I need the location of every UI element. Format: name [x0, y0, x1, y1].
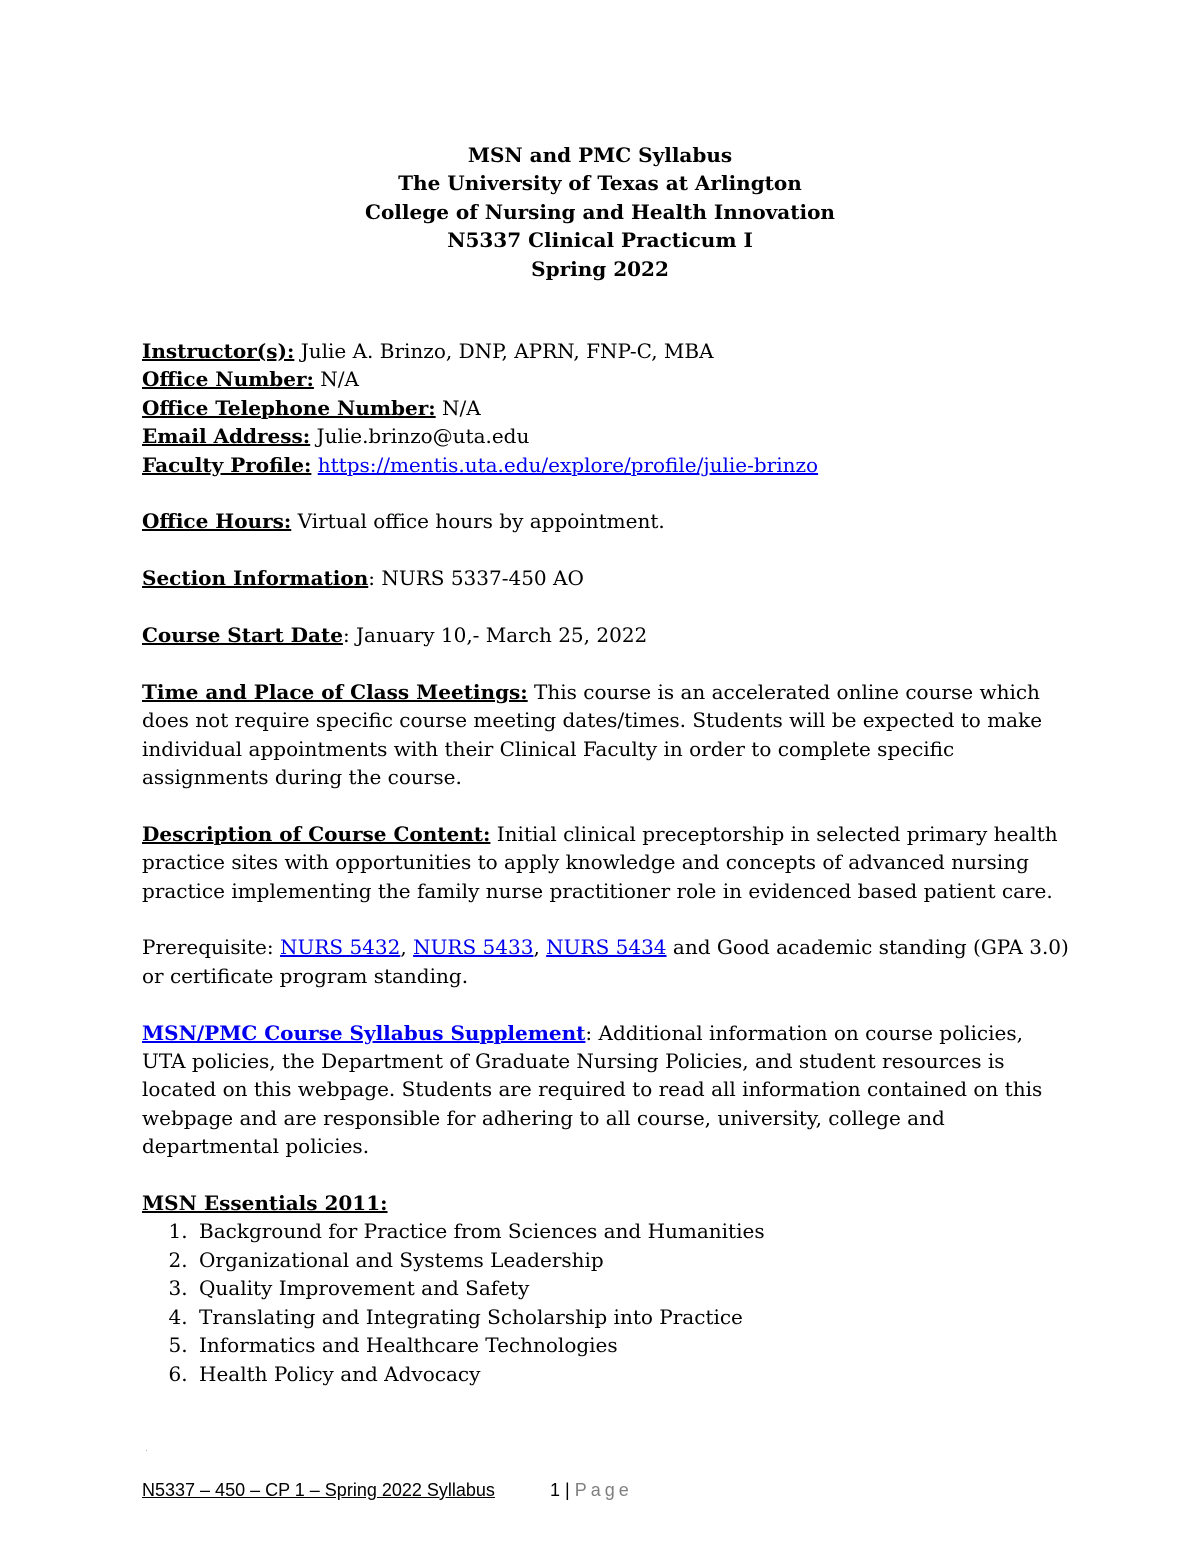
footer-page-indicator: [550, 1480, 633, 1501]
supplement-text: : Additional information on course policies, UTA policies, the Department of Graduate Nursing Policies, and student resources is located on this webpage. Students are required to read all information contained on this webpage and are responsible for adhering to all course, university, college and departmental policies.: [142, 1020, 1043, 1159]
office-hours-label: Office Hours:: [142, 509, 292, 534]
footer-page-number: 1: [550, 1480, 561, 1500]
faculty-profile-label: Faculty Profile:: [142, 452, 312, 477]
essentials-heading: [142, 1189, 1072, 1217]
footer-course-label: N5337 – 450 – CP 1 – Spring 2022 Syllabus: [142, 1480, 495, 1500]
time-place-label: Time and Place of Class Meetings:: [142, 679, 528, 704]
email-label: Email Address:: [142, 424, 311, 449]
office-phone-line: [142, 394, 1072, 422]
prereq-separator: ,: [400, 935, 414, 960]
title-line-syllabus: MSN and PMC Syllabus: [467, 143, 733, 167]
office-phone-value: N/A: [435, 395, 481, 420]
office-phone-label: Office Telephone Number:: [142, 395, 436, 420]
description-paragraph: [142, 820, 1072, 905]
email-value: Julie.brinzo@uta.edu: [310, 424, 530, 449]
instructor-label: Instructor(s):: [142, 339, 295, 363]
section-info-value: : NURS 5337-450 AO: [368, 566, 584, 591]
essentials-heading-label: MSN Essentials 2011:: [142, 1191, 388, 1216]
supplement-paragraph: [142, 1019, 1072, 1161]
section-info-line: [142, 564, 1072, 592]
list-item: 2. Organizational and Systems Leadership: [194, 1246, 1072, 1274]
office-hours-value: Virtual office hours by appointment.: [291, 509, 665, 534]
page-footer: [142, 1480, 633, 1501]
footer-divider: |: [560, 1480, 575, 1500]
office-number-line: [142, 365, 1072, 393]
description-text: Initial clinical preceptorship in selected primary health practice sites with opportunities to apply knowledge and concepts of advanced nursing practice implementing the family nurse practitioner role in evidenced based patient care.: [142, 821, 1058, 903]
prereq-link-nurs-5432[interactable]: NURS 5432: [279, 935, 401, 960]
office-number-value: N/A: [313, 367, 359, 392]
list-item: 1. Background for Practice from Sciences and Humanities: [194, 1217, 1072, 1245]
start-date-label: Course Start Date: [142, 623, 343, 648]
time-place-paragraph: [142, 678, 1072, 792]
prerequisite-suffix: and Good academic standing (GPA 3.0) or certificate program standing.: [142, 935, 1069, 988]
time-place-text: This course is an accelerated online course which does not require specific course meeting dates/times. Students will be expected to make individual appointments with their Clinical Faculty in order to complete specific assignments during the course.: [142, 679, 1043, 790]
essentials-list: [142, 1217, 1072, 1387]
start-date-line: [142, 621, 1072, 649]
section-info-label: Section Information: [142, 566, 369, 591]
footer-page-word: Page: [574, 1480, 633, 1500]
list-item: 5. Informatics and Healthcare Technologies: [194, 1331, 1072, 1359]
office-number-label: Office Number:: [142, 367, 314, 392]
prerequisite-paragraph: [142, 933, 1072, 990]
prereq-link-nurs-5433[interactable]: NURS 5433: [413, 935, 534, 960]
prereq-link-nurs-5434[interactable]: NURS 5434: [546, 935, 667, 960]
title-line-course: N5337 Clinical Practicum I: [447, 228, 753, 253]
list-item: 4. Translating and Integrating Scholarship into Practice: [194, 1303, 1072, 1331]
title-line-university: The University of Texas at Arlington: [398, 171, 802, 196]
syllabus-supplement-link[interactable]: MSN/PMC Course Syllabus Supplement: [142, 1020, 586, 1045]
title-line-term: Spring 2022: [531, 256, 669, 281]
title-line-college: College of Nursing and Health Innovation: [365, 199, 835, 224]
faculty-profile-line: [142, 451, 1072, 479]
instructor-value: Julie A. Brinzo, DNP, APRN, FNP-C, MBA: [294, 339, 714, 363]
office-hours-line: [142, 507, 1072, 535]
email-line: [142, 422, 1072, 450]
prereq-separator: ,: [533, 935, 547, 960]
instructor-line: [142, 337, 1072, 365]
faculty-profile-link[interactable]: https://mentis.uta.edu/explore/profile/julie-brinzo: [317, 452, 819, 477]
syllabus-body: [142, 337, 1072, 1388]
list-item: 3. Quality Improvement and Safety: [194, 1274, 1072, 1302]
description-label: Description of Course Content:: [142, 821, 491, 846]
list-item: 6. Health Policy and Advocacy: [194, 1360, 1072, 1388]
paragraph-mark: .: [145, 1444, 148, 1454]
start-date-value: : January 10,- March 25, 2022: [342, 623, 648, 648]
prerequisite-prefix: Prerequisite:: [142, 935, 280, 960]
document-title-block: [0, 141, 1200, 283]
